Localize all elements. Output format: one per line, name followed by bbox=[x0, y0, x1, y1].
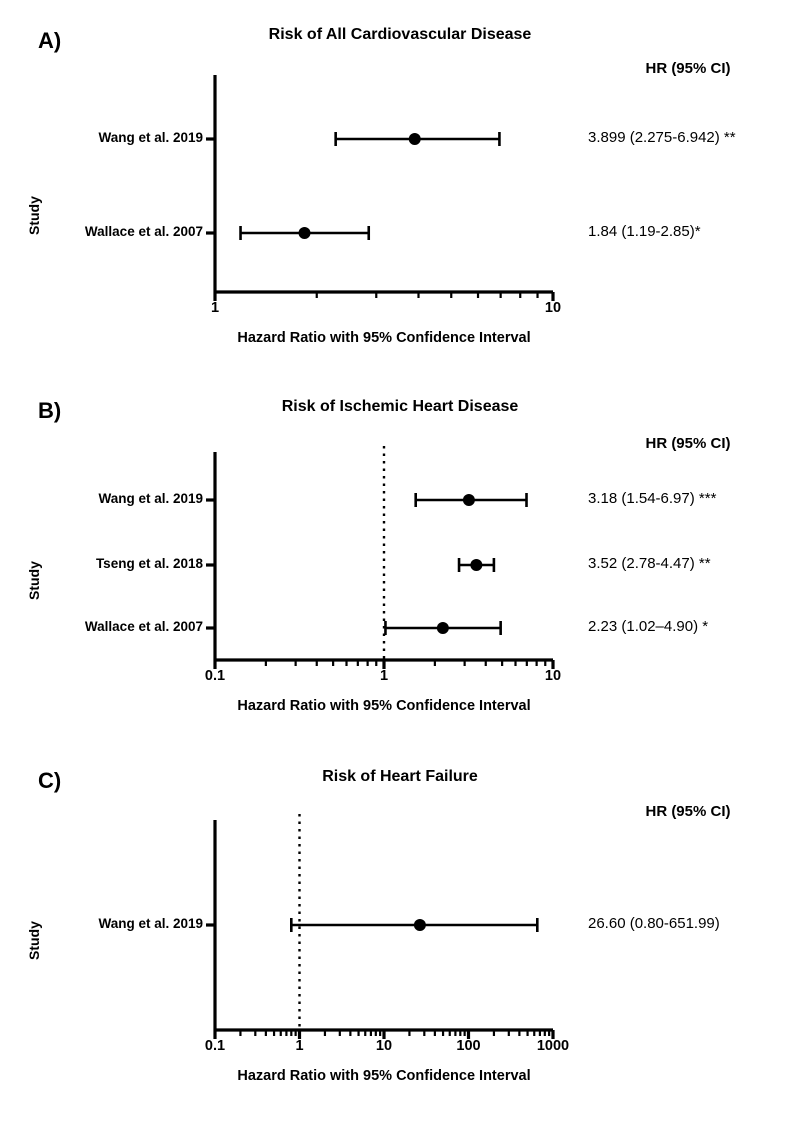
study-label: Wallace et al. 2007 bbox=[84, 619, 203, 634]
x-axis-tick-label: 10 bbox=[544, 300, 562, 316]
hr-value: 26.60 (0.80-651.99) bbox=[588, 915, 720, 932]
forest-row bbox=[336, 132, 500, 146]
study-label: Wang et al. 2019 bbox=[98, 491, 203, 506]
y-axis-title: Study bbox=[26, 196, 42, 235]
point-estimate-marker bbox=[463, 494, 475, 506]
forest-row bbox=[416, 493, 527, 507]
hr-value: 1.84 (1.19-2.85)* bbox=[588, 223, 701, 240]
point-estimate-marker bbox=[409, 133, 421, 145]
study-label: Wallace et al. 2007 bbox=[84, 224, 203, 239]
x-axis-tick-label: 1000 bbox=[536, 1038, 570, 1054]
x-axis-tick-label: 10 bbox=[544, 668, 562, 684]
x-axis-tick-label: 100 bbox=[456, 1038, 481, 1054]
panel-letter-3: C) bbox=[38, 768, 62, 793]
forest-row bbox=[241, 226, 369, 240]
x-axis-tick-label: 1 bbox=[210, 300, 220, 316]
hr-column-header: HR (95% CI) bbox=[645, 803, 731, 820]
x-axis-label: Hazard Ratio with 95% Confidence Interval bbox=[237, 698, 531, 714]
y-axis-title: Study bbox=[26, 561, 42, 600]
point-estimate-marker bbox=[470, 559, 482, 571]
x-axis-label: Hazard Ratio with 95% Confidence Interval bbox=[237, 330, 531, 346]
x-axis-tick-label: 0.1 bbox=[204, 668, 226, 684]
hr-column-header: HR (95% CI) bbox=[645, 435, 731, 452]
x-axis-tick-label: 0.1 bbox=[204, 1038, 226, 1054]
x-axis-tick-label: 1 bbox=[379, 668, 389, 684]
point-estimate-marker bbox=[414, 919, 426, 931]
study-label: Tseng et al. 2018 bbox=[95, 556, 203, 571]
point-estimate-marker bbox=[437, 622, 449, 634]
hr-value: 3.18 (1.54-6.97) *** bbox=[588, 490, 717, 507]
panel-letter-2: B) bbox=[38, 398, 62, 423]
panel-title-2: Risk of Ischemic Heart Disease bbox=[281, 398, 519, 415]
forest-row bbox=[291, 918, 537, 932]
point-estimate-marker bbox=[299, 227, 311, 239]
hr-value: 2.23 (1.02–4.90) * bbox=[588, 618, 709, 635]
x-axis-tick-label: 1 bbox=[295, 1038, 304, 1054]
panel-title-1: Risk of All Cardiovascular Disease bbox=[268, 26, 532, 43]
forest-row bbox=[459, 558, 494, 572]
x-axis-tick-label: 10 bbox=[375, 1038, 393, 1054]
y-axis-title: Study bbox=[26, 921, 42, 960]
panel-letter-1: A) bbox=[38, 28, 62, 53]
study-label: Wang et al. 2019 bbox=[98, 130, 203, 145]
hr-column-header: HR (95% CI) bbox=[645, 60, 731, 77]
hr-value: 3.899 (2.275-6.942) ** bbox=[588, 129, 736, 146]
panel-title-3: Risk of Heart Failure bbox=[322, 768, 478, 785]
study-label: Wang et al. 2019 bbox=[98, 916, 203, 931]
forest-row bbox=[385, 621, 500, 635]
hr-value: 3.52 (2.78-4.47) ** bbox=[588, 555, 711, 572]
x-axis-label: Hazard Ratio with 95% Confidence Interval bbox=[237, 1068, 531, 1084]
